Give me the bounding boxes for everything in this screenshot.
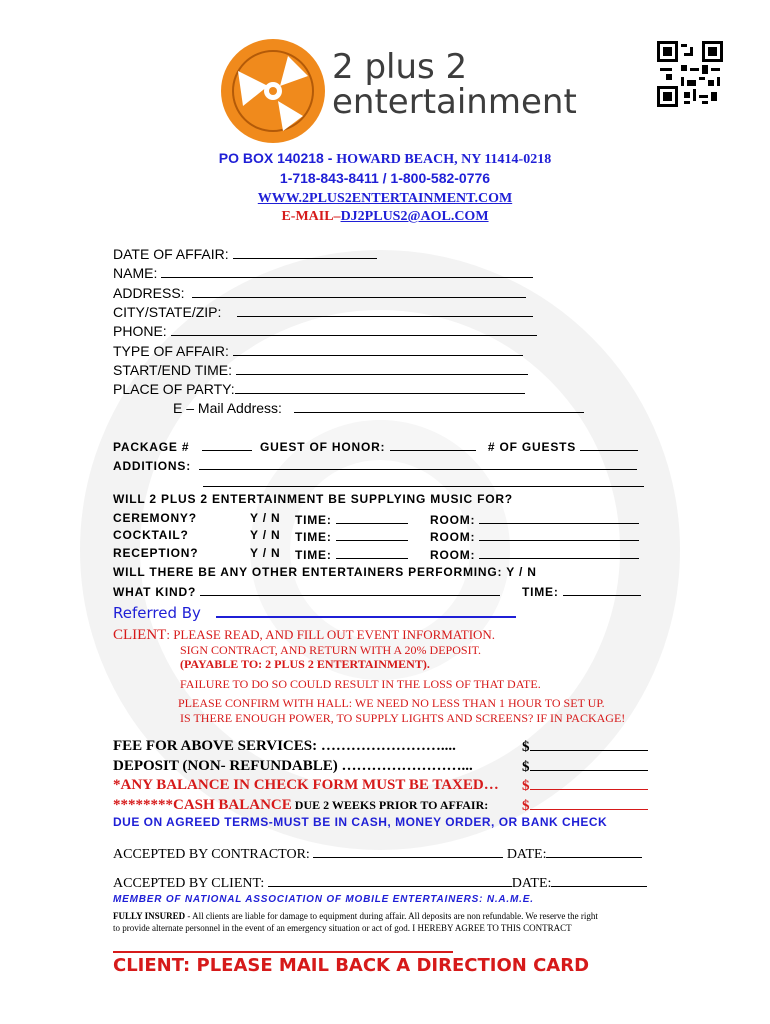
client-notice-line6: IS THERE ENOUGH POWER, TO SUPPLY LIGHTS AND SCREENS? IF IN PACKAGE! [180,711,626,725]
client-label: CLIENT [113,627,167,643]
member-line: MEMBER OF NATIONAL ASSOCIATION OF MOBILE ENTERTAINERS: N.A.M.E. [113,894,534,905]
contractor-label: ACCEPTED BY CONTRACTOR: [113,847,310,862]
what-kind-label: WHAT KIND? [113,585,197,599]
contractor-row[interactable] [113,845,642,863]
deposit-amount[interactable] [522,758,648,776]
fee-row: FEE FOR ABOVE SERVICES: …………………….... [113,738,456,754]
contact-address [0,150,770,168]
date-label: DATE OF AFFAIR: [113,246,229,262]
time-field[interactable] [113,362,528,378]
package-row [113,438,638,454]
reception-time[interactable] [295,546,408,562]
additions-row [113,457,637,473]
email-label: E-MAIL– [281,209,341,224]
package-label: PACKAGE # [113,440,190,454]
ceremony-label: CEREMONY? [113,511,197,525]
brand-line2: entertainment [332,82,577,122]
footer-rule [113,951,453,953]
ceremony-yn[interactable]: Y / N [250,511,281,525]
cash-label: ********CASH BALANCE [113,797,292,813]
cash-row [113,797,488,814]
additions-line-2[interactable] [203,486,644,487]
room-label: ROOM: [430,548,476,562]
client-notice-line5: PLEASE CONFIRM WITH HALL: WE NEED NO LESS THAN 1 HOUR TO SET UP. [178,696,605,710]
name-label: NAME: [113,265,158,281]
dollar-sign: $ [522,759,530,775]
place-label: PLACE OF PARTY: [113,381,235,397]
fee-amount[interactable] [522,738,648,756]
cocktail-time[interactable] [295,528,408,544]
insured-text-line2: to provide alternate personnel in the event of an emergency situation or act of god. I HEREBY AGREE TO THIS CONTRACT [113,923,572,933]
email-link[interactable]: DJ2PLUS2@AOL.COM [340,209,489,224]
insured-text [113,911,598,921]
other-entertainers-question: WILL THERE BE ANY OTHER ENTERTAINERS PERFORMING: Y / N [113,565,537,579]
reception-room[interactable] [430,546,639,562]
referred-by-row[interactable] [113,604,516,622]
balance-row: *ANY BALANCE IN CHECK FORM MUST BE TAXED… [113,777,499,793]
client-row[interactable] [113,874,647,892]
what-kind-time[interactable] [522,583,641,599]
address-field[interactable] [113,285,526,301]
cash-amount[interactable] [522,797,648,815]
room-label: ROOM: [430,513,476,527]
additions-label: ADDITIONS: [113,459,191,473]
room-label: ROOM: [430,530,476,544]
date-field[interactable] [113,246,377,262]
ceremony-time[interactable] [295,511,408,527]
ceremony-room[interactable] [430,511,639,527]
guest-of-honor-label: GUEST OF HONOR: [260,440,386,454]
deposit-row: DEPOSIT (NON- REFUNDABLE) ……………………... [113,758,473,774]
qr-code-icon [657,41,723,107]
cocktail-yn[interactable]: Y / N [250,528,281,542]
referred-label: Referred By [113,604,201,622]
client-notice-line3: (PAYABLE TO: 2 PLUS 2 ENTERTAINMENT). [180,657,430,671]
time-label: TIME: [522,585,559,599]
phone-numbers: 1-718-843-8411 / 1-800-582-0776 [279,170,491,186]
balance-amount[interactable] [522,777,648,795]
place-field[interactable] [113,381,525,397]
reception-label: RECEPTION? [113,546,199,560]
time-label: TIME: [295,513,332,527]
brand-line1: 2 plus 2 [332,47,468,87]
cocktail-label: COCKTAIL? [113,528,189,542]
po-box: PO BOX 140218 - [218,150,337,166]
insured-text-1: - All clients are liable for damage to equipment during affair. All deposits are non refundable. We reserve the right [185,911,598,921]
reception-yn[interactable]: Y / N [250,546,281,560]
footer-notice: CLIENT: PLEASE MAIL BACK A DIRECTION CARD [113,955,590,976]
time-label: START/END TIME: [113,362,233,378]
date-label: DATE: [506,847,547,862]
type-field[interactable] [113,343,523,359]
type-label: TYPE OF AFFAIR: [113,343,229,359]
name-field[interactable] [113,265,533,281]
phone-field[interactable] [113,323,537,339]
what-kind-row[interactable] [113,583,500,599]
brand-name [332,47,577,122]
insured-bold: FULLY INSURED [113,911,186,921]
notice-text: : PLEASE READ, AND FILL OUT EVENT INFORMATION. [166,627,496,642]
client-notice-line4: FAILURE TO DO SO COULD RESULT IN THE LOSS OF THAT DATE. [180,677,541,691]
record-logo-icon [218,36,328,146]
client-notice-line2: SIGN CONTRACT, AND RETURN WITH A 20% DEPOSIT. [180,643,482,657]
address-label: ADDRESS: [113,285,185,301]
time-label: TIME: [295,530,332,544]
website-link[interactable]: WWW.2PLUS2ENTERTAINMENT.COM [257,191,513,206]
email-field[interactable] [173,400,584,416]
music-question: WILL 2 PLUS 2 ENTERTAINMENT BE SUPPLYING MUSIC FOR? [113,492,513,506]
email-row [0,209,770,225]
dollar-sign: $ [522,798,530,814]
date-label: DATE: [511,876,552,891]
due-terms: DUE ON AGREED TERMS-MUST BE IN CASH, MONEY ORDER, OR BANK CHECK [113,815,608,829]
website-row [0,189,770,207]
phone-label: PHONE: [113,323,167,339]
city-label: CITY/STATE/ZIP: [113,304,222,320]
dollar-sign: $ [522,778,530,794]
client-accept-label: ACCEPTED BY CLIENT: [113,876,265,891]
dollar-sign: $ [522,739,530,755]
email-field-label: E – Mail Address: [173,400,282,416]
cash-suffix: DUE 2 WEEKS PRIOR TO AFFAIR: [291,798,489,812]
city-field[interactable] [113,304,533,320]
city-line: HOWARD BEACH, NY 11414-0218 [336,152,552,167]
cocktail-room[interactable] [430,528,639,544]
client-notice-line1 [113,627,495,644]
time-label: TIME: [295,548,332,562]
guests-label: # OF GUESTS [487,440,577,454]
